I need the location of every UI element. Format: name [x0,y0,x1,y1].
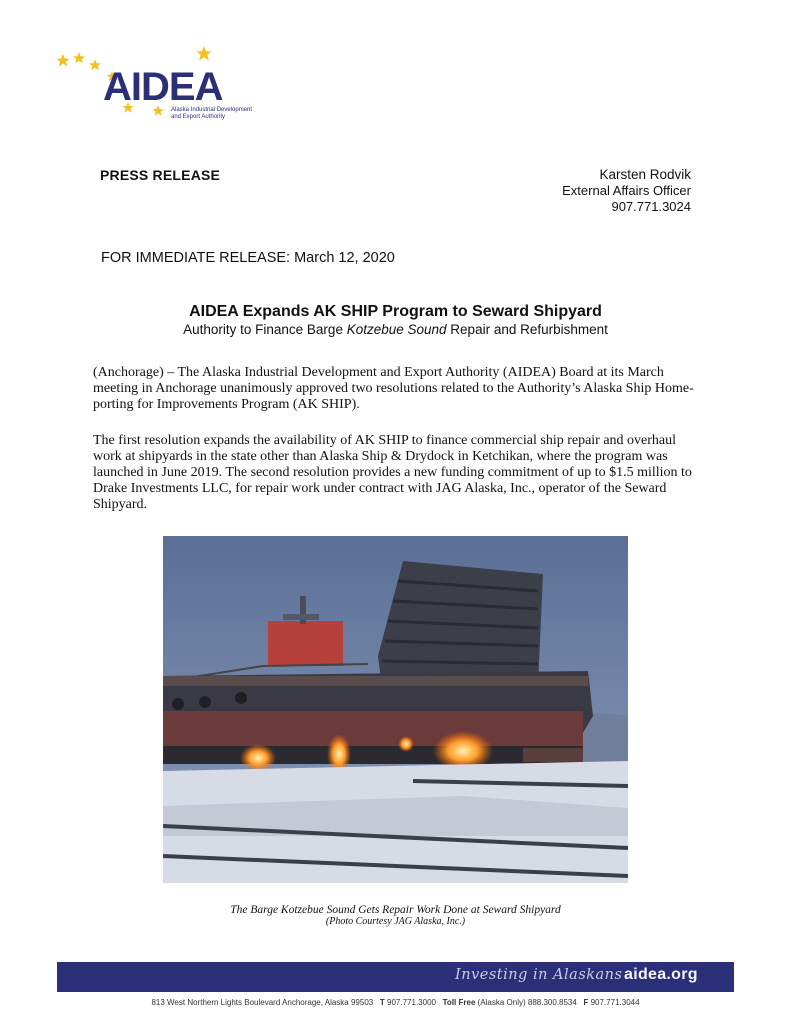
contact-phone: 907.771.3024 [611,199,691,214]
footer-address: 813 West Northern Lights Boulevard Anchorage, Alaska 99503 [151,998,374,1007]
contact-block [562,167,691,215]
logo-star-icon [56,54,69,66]
footer-address-line: 813 West Northern Lights Boulevard Anchorage, Alaska 99503 T 907.771.3000 Toll Free (Alaska Only) 888.300.8534 F 907.771.3044 [151,998,640,1007]
footer-tagline: Investing in Alaskans [455,967,623,983]
logo-star-icon [73,52,85,63]
headline-title: AIDEA Expands AK SHIP Program to Seward Shipyard [189,303,602,320]
release-date-line: FOR IMMEDIATE RELEASE: March 12, 2020 [101,250,395,266]
logo-wordmark: AIDEA [103,65,223,109]
headline-subtitle: Authority to Finance Barge Kotzebue Sound Repair and Refurbishment [183,322,608,337]
aidea-logo [55,44,265,129]
press-release-label: PRESS RELEASE [100,167,221,183]
caption-credit: (Photo Courtesy JAG Alaska, Inc.) [325,916,466,927]
footer-website-link[interactable]: aidea.org [624,966,698,983]
footer-tollfree: 888.300.8534 [527,998,577,1007]
barge-photo [163,536,628,883]
body-paragraph-2: The first resolution expands the availability of AK SHIP to finance commercial ship repair and overhaul work at shipyards in the state other than Alaska Ship & Drydock in Ketchikan, where the program was launched in June 2019. The second resolution provides a new funding commitment of up to $1.5 million to Drake Investments LLC, for repair work under contract with JAG Alaska, Inc., operator of the Seward Shipyard. [93,433,692,512]
caption-text: The Barge Kotzebue Sound Gets Repair Work Done at Seward Shipyard [230,904,561,916]
logo-star-icon [89,59,101,70]
footer-bar [57,962,734,992]
logo-star-icon [196,46,211,60]
contact-name: Karsten Rodvik [599,167,691,182]
photo-caption [0,904,791,928]
footer-phone: 907.771.3000 [387,998,436,1007]
body-paragraph-1: (Anchorage) – The Alaska Industrial Development and Export Authority (AIDEA) Board at its March meeting in Anchorage unanimously approved two resolutions related to the Authority’s Alaska Ship Home-porting for Improvements Program (AK SHIP). [93,365,694,412]
logo-subtitle-line2: and Export Authority [171,114,226,120]
logo-subtitle-line1: Alaska Industrial Development [171,107,253,113]
footer-fax: 907.771.3044 [590,998,640,1007]
barge-name: Kotzebue Sound [346,322,447,337]
contact-title: External Affairs Officer [562,183,691,198]
